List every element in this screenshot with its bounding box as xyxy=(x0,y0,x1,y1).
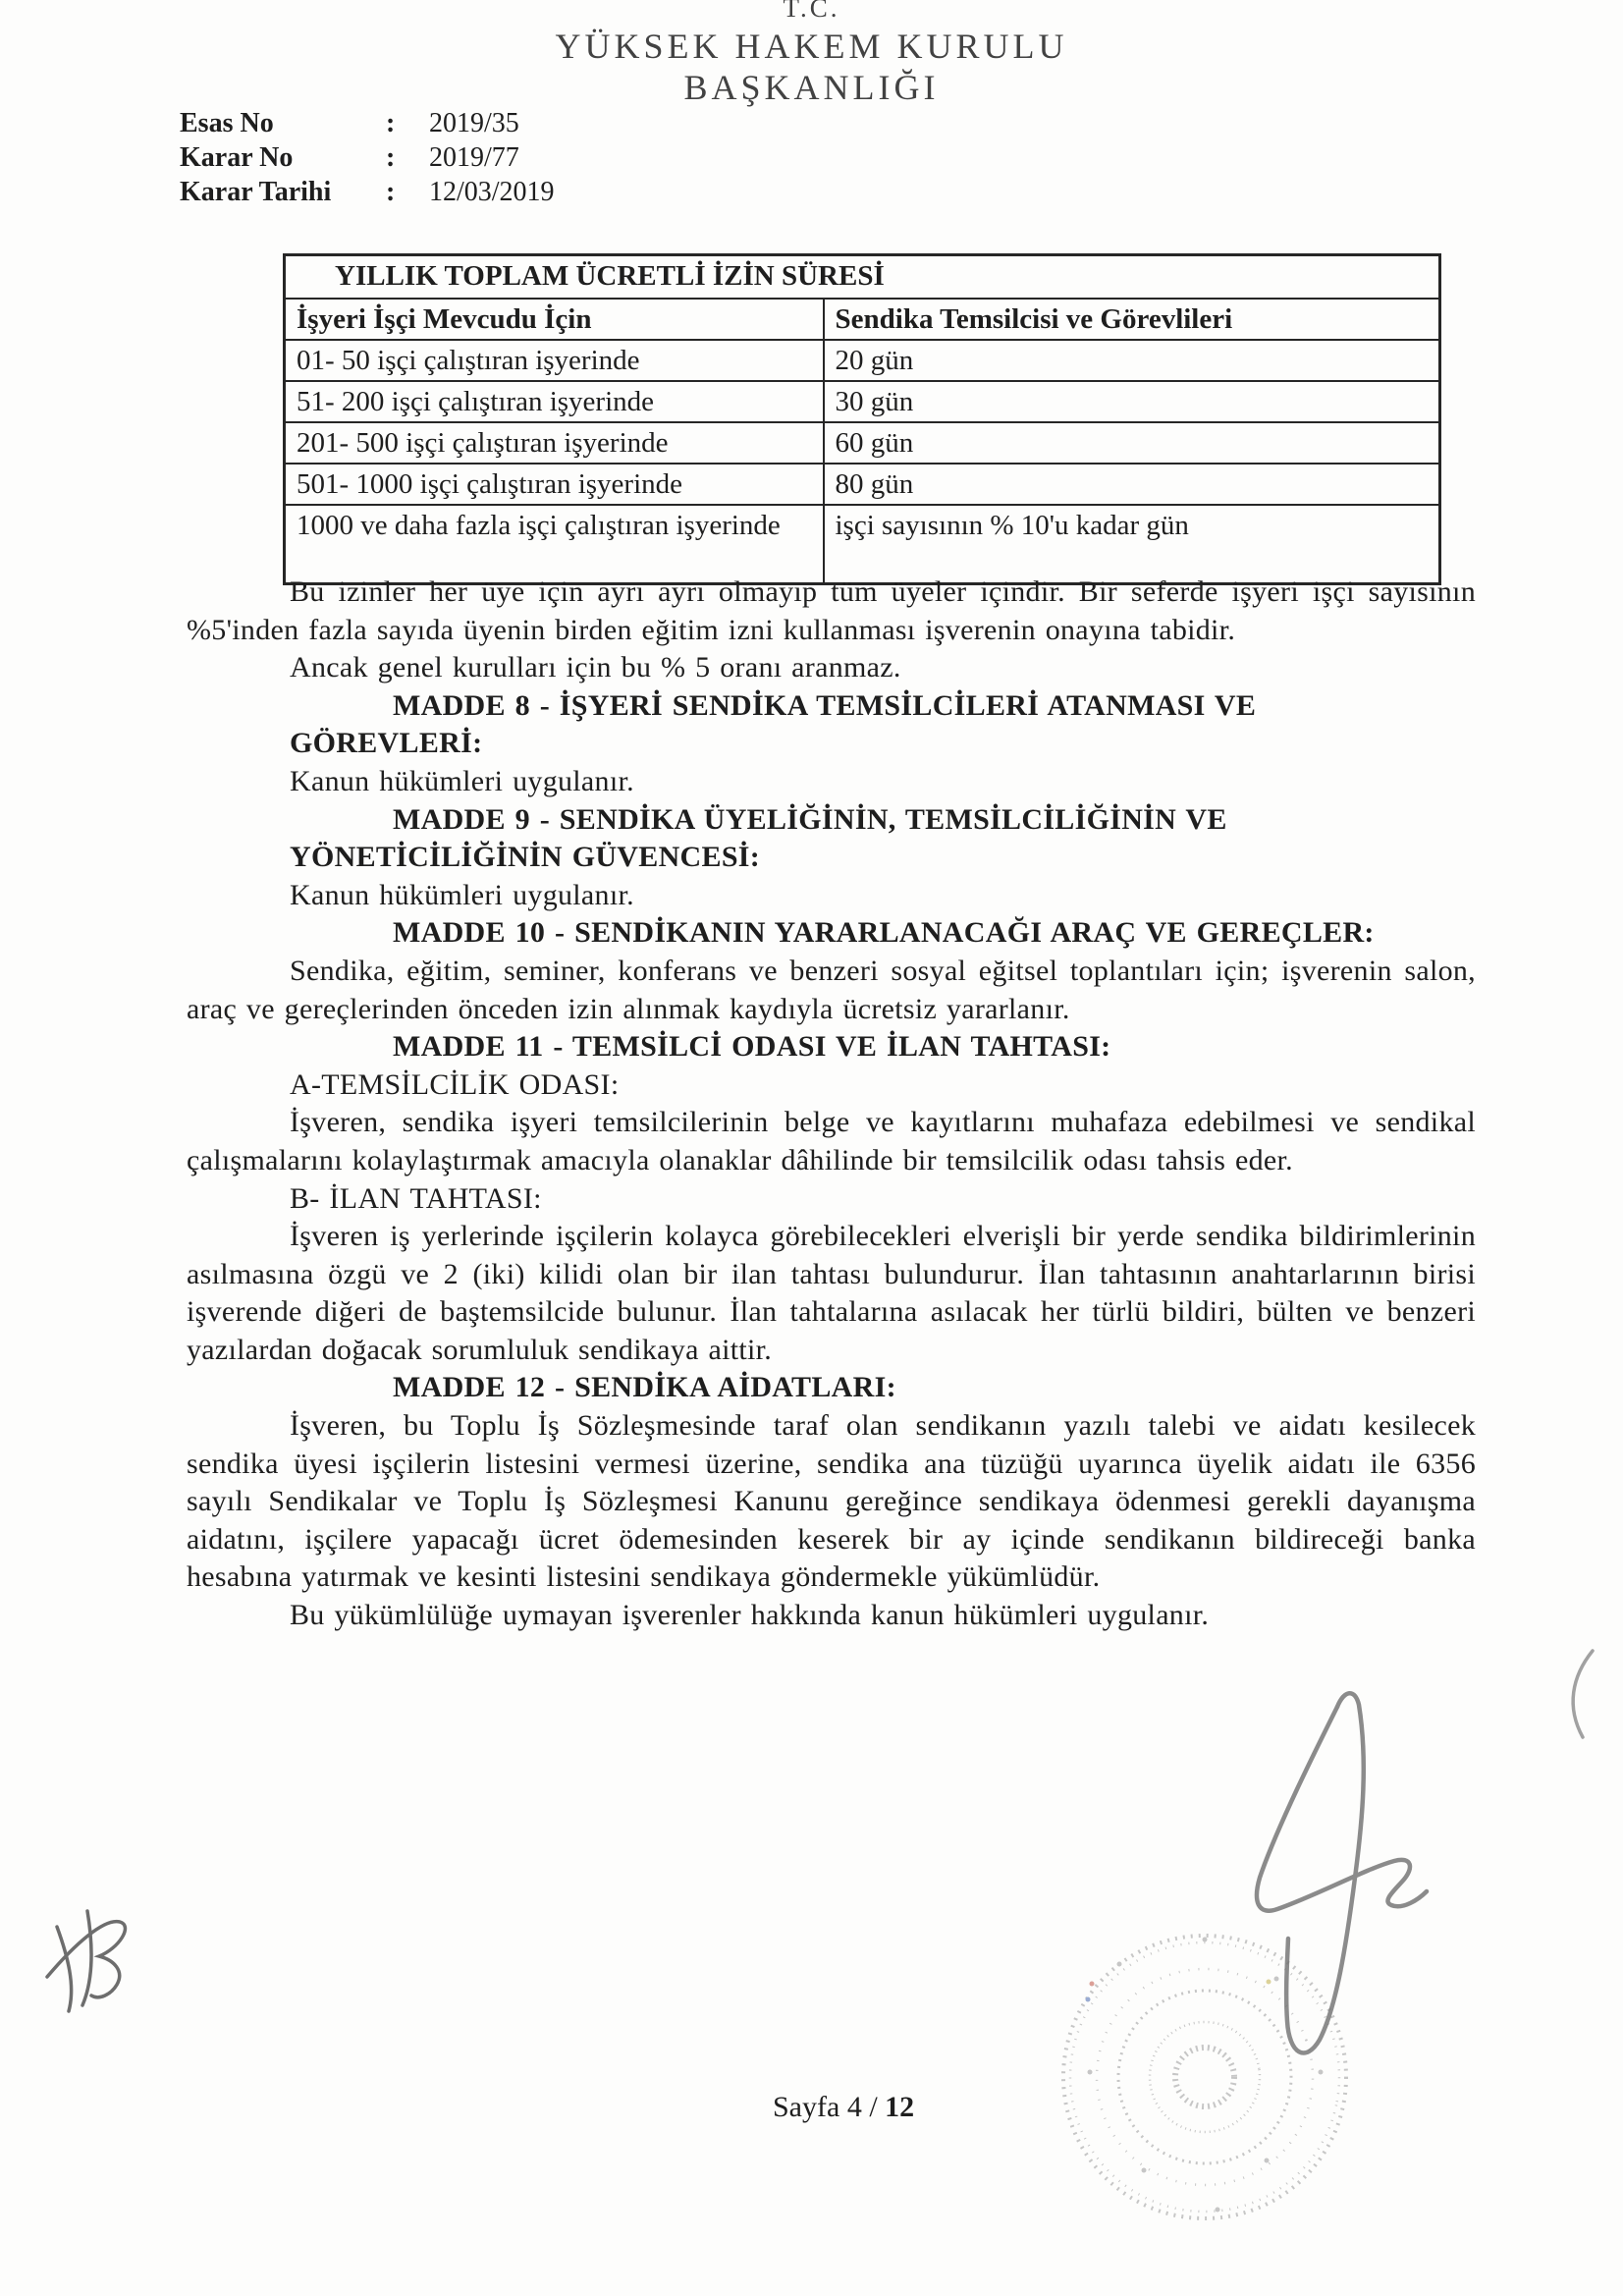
cell-workplace: 1000 ve daha fazla işçi çalıştıran işyerinde xyxy=(285,505,824,584)
article-10-body: Sendika, eğitim, seminer, konferans ve benzeri sosyal eğitsel toplantıları için; işverenin salon, araç ve gereçlerinden önceden izin alınmak kaydıyla ücretsiz yararlanır. xyxy=(187,954,1476,1025)
cell-days: 20 gün xyxy=(824,340,1440,381)
cell-days: işçi sayısının % 10'u kadar gün xyxy=(824,505,1440,584)
leave-table-wrapper xyxy=(283,253,1438,585)
document-body xyxy=(187,574,1476,1635)
table-row xyxy=(285,464,1440,505)
cell-days: 80 gün xyxy=(824,464,1440,505)
letterhead-unit: BAŞKANLIĞI xyxy=(683,68,940,107)
page-number-current: 4 xyxy=(846,2091,862,2123)
cell-workplace: 01- 50 işçi çalıştıran işyerinde xyxy=(285,340,824,381)
meta-value: 2019/35 xyxy=(429,108,519,138)
article-8-heading-line2: GÖREVLERİ: xyxy=(290,727,483,760)
column-header-workplace: İşyeri İşçi Mevcudu İçin xyxy=(285,299,824,340)
page-number xyxy=(773,2088,914,2127)
cell-days: 30 gün xyxy=(824,381,1440,422)
case-meta-block xyxy=(180,106,555,209)
official-stamp-icon xyxy=(1046,1918,1365,2237)
page-number-sep: / xyxy=(869,2091,878,2123)
article-12-heading xyxy=(187,1369,1476,1407)
meta-row-esas-no xyxy=(180,106,555,140)
meta-label: Karar No xyxy=(180,142,294,173)
letterhead xyxy=(0,0,1623,108)
annual-leave-table xyxy=(283,253,1441,585)
paragraph-genel-kurul-note: Ancak genel kurulları için bu % 5 oranı aranmaz. xyxy=(290,651,901,684)
article-8-heading xyxy=(187,687,1476,763)
page-number-total: 12 xyxy=(885,2091,915,2123)
article-11-heading-line: MADDE 11 - TEMSİLCİ ODASI VE İLAN TAHTASI: xyxy=(393,1030,1111,1064)
meta-value: 12/03/2019 xyxy=(429,177,555,207)
article-11-sub-a-title: A-TEMSİLCİLİK ODASI: xyxy=(290,1067,620,1101)
initials-paraph-icon xyxy=(47,1911,125,2011)
column-header-representatives: Sendika Temsilcisi ve Görevlileri xyxy=(824,299,1440,340)
paragraph-izin-note: Bu izinler her üye için ayrı ayrı olmayıp tüm üyeler içindir. Bir seferde işyeri işçi sayısının %5'inden fazla sayıda üyenin birden eğitim izni kullanması işverenin onayına tabidir. xyxy=(187,575,1476,646)
bracket-mark-icon xyxy=(1573,1651,1593,1737)
table-row xyxy=(285,340,1440,381)
table-title-row xyxy=(285,255,1440,300)
cell-days: 60 gün xyxy=(824,422,1440,464)
letterhead-state-abbrev: T.C. xyxy=(783,0,840,23)
meta-colon: : xyxy=(386,177,396,207)
cell-workplace: 201- 500 işçi çalıştıran işyerinde xyxy=(285,422,824,464)
meta-value: 2019/77 xyxy=(429,142,519,173)
article-10-heading-line: MADDE 10 - SENDİKANIN YARARLANACAĞI ARAÇ VE GEREÇLER: xyxy=(393,916,1375,950)
meta-label: Esas No xyxy=(180,108,274,138)
article-11-sub-b-title: B- İLAN TAHTASI: xyxy=(290,1181,542,1215)
cell-workplace: 51- 200 işçi çalıştıran işyerinde xyxy=(285,381,824,422)
article-12-body2: Bu yükümlülüğe uymayan işverenler hakkında kanun hükümleri uygulanır. xyxy=(290,1599,1210,1632)
article-9-body: Kanun hükümleri uygulanır. xyxy=(290,878,634,911)
cell-workplace: 501- 1000 işçi çalıştıran işyerinde xyxy=(285,464,824,505)
article-8-heading-line1: MADDE 8 - İŞYERİ SENDİKA TEMSİLCİLERİ ATANMASI VE xyxy=(393,688,1257,722)
table-header-row xyxy=(285,299,1440,340)
table-row xyxy=(285,381,1440,422)
article-9-heading-line2: YÖNETİCİLİĞİNİN GÜVENCESİ: xyxy=(290,841,761,874)
article-8-body: Kanun hükümleri uygulanır. xyxy=(290,764,634,797)
meta-row-karar-tarihi xyxy=(180,175,555,209)
article-9-heading-line1: MADDE 9 - SENDİKA ÜYELİĞİNİN, TEMSİLCİLİĞİNİN VE xyxy=(393,802,1227,836)
meta-colon: : xyxy=(386,142,396,173)
article-12-heading-line: MADDE 12 - SENDİKA AİDATLARI: xyxy=(393,1371,896,1404)
meta-colon: : xyxy=(386,108,396,138)
table-row xyxy=(285,505,1440,584)
article-10-heading xyxy=(187,914,1476,953)
signature-icon xyxy=(1257,1693,1427,2052)
article-11-heading xyxy=(187,1028,1476,1066)
letterhead-organization: YÜKSEK HAKEM KURULU xyxy=(555,27,1068,66)
article-12-body: İşveren, bu Toplu İş Sözleşmesinde taraf olan sendikanın yazılı talebi ve aidatı kesilecek sendika üyesi işçilerin listesini vermesi üzerine, sendika ana tüzüğü uyarınca üyelik aidatı ile 6356 sayılı Sendikalar ve Toplu İş Sözleşmesi Kanunu gereğince sendikaya ödenmesi gerekli dayanışma aidatını, işçilere yapacağı ücret ödemesinden keserek bir ay içinde sendikanın bildireceği banka hesabına yatırmak ve kesinti listesini sendikaya göndermekle yükümlüdür. xyxy=(187,1409,1476,1594)
table-title: YILLIK TOPLAM ÜCRETLİ İZİN SÜRESİ xyxy=(285,255,1440,300)
meta-label: Karar Tarihi xyxy=(180,177,332,207)
article-11-sub-b-body: İşveren iş yerlerinde işçilerin kolayca görebilecekleri elverişli bir yerde sendika bildirimlerinin asılmasına özgü ve 2 (iki) kilidi olan bir ilan tahtası bulundurur. İlan tahtasının anahtarlarının birisi işverende diğeri de baştemsilcide bulunur. İlan tahtalarına asılacak her türlü bildiri, bülten ve benzeri yazılardan doğacak sorumluluk sendikaya aittir. xyxy=(187,1220,1476,1366)
article-9-heading xyxy=(187,801,1476,877)
article-11-sub-a-body: İşveren, sendika işyeri temsilcilerinin belge ve kayıtlarını muhafaza edebilmesi ve sendikal çalışmalarını kolaylaştırmak amacıyla olanaklar dâhilinde bir temsilcilik odası tahsis eder. xyxy=(187,1106,1476,1176)
meta-row-karar-no xyxy=(180,140,555,175)
table-row xyxy=(285,422,1440,464)
page-number-label: Sayfa xyxy=(773,2091,840,2123)
